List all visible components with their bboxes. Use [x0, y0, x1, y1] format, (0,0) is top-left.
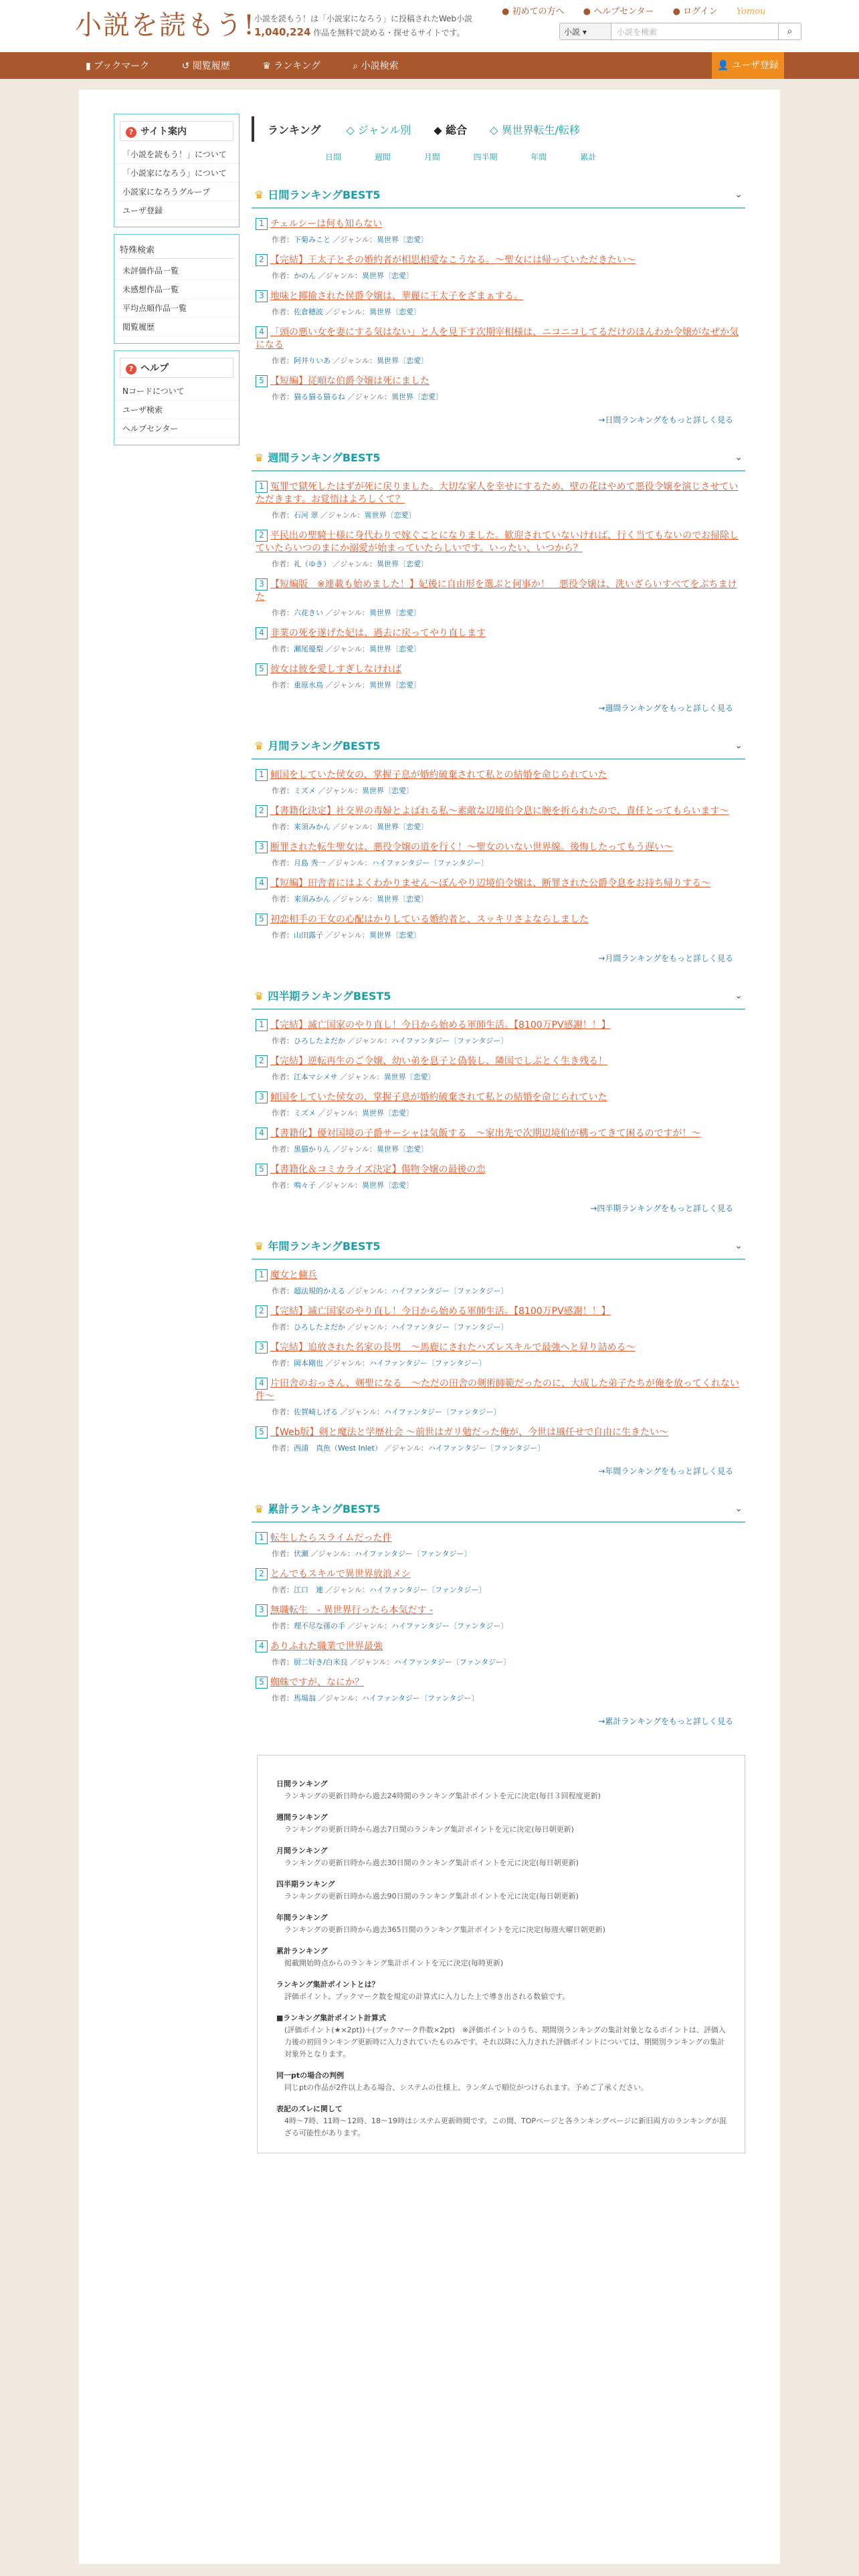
yomou-link[interactable]: Yomou	[736, 7, 766, 17]
rank-number: 1	[256, 1019, 268, 1031]
novel-meta: 作者：佐倉穂波 ／ジャンル：異世界〔恋愛〕	[272, 308, 421, 316]
genre-label[interactable]: 異世界〔恋愛〕	[364, 511, 416, 520]
author-link[interactable]: 理不尽な孫の手	[294, 1622, 345, 1630]
note-heading: 週間ランキング	[276, 1813, 328, 1822]
section-header[interactable]	[252, 445, 745, 471]
login-link[interactable]: ● ログイン	[672, 7, 718, 17]
ranking-item	[252, 627, 745, 654]
ranking-item	[252, 914, 745, 940]
author-link[interactable]: かのん	[294, 272, 316, 280]
author-link[interactable]: 重原水鳥	[294, 681, 323, 689]
novel-title-link[interactable]: 1 傾国をしていた侯女の、掌握子息が婚約破棄されて私との結婚を命じられていた	[256, 769, 741, 782]
chevron-down-icon[interactable]: ⌄	[735, 1503, 743, 1514]
chevron-down-icon[interactable]: ⌄	[735, 990, 743, 1001]
site-guide-title: ? サイト案内	[120, 121, 233, 141]
period-link[interactable]: 月間	[423, 152, 440, 162]
ranking-section	[252, 1234, 745, 1477]
ranking-item	[252, 1269, 745, 1296]
novel-title-link[interactable]: 1 魔女と傭兵	[256, 1269, 741, 1282]
rank-number: 2	[256, 530, 268, 542]
genre-label[interactable]: 異世界〔恋愛〕	[369, 681, 421, 689]
author-link[interactable]: ミズメ	[294, 786, 316, 795]
novel-meta: 作者：来須みかん ／ジャンル：異世界〔恋愛〕	[272, 895, 429, 903]
author-link[interactable]: 江口 連	[294, 1586, 323, 1594]
period-link[interactable]: 週間	[374, 152, 391, 162]
note-heading: ランキング集計ポイントとは？	[276, 1980, 379, 1989]
ranking-section	[252, 984, 745, 1214]
more-ranking-link[interactable]: →日間ランキングをもっと詳しく見る	[598, 415, 733, 425]
ranking-section	[252, 1497, 745, 1727]
genre-label[interactable]: ハイファンタジー〔ファンタジー〕	[393, 1658, 511, 1667]
content-shell	[79, 90, 780, 2564]
rank-number: 2	[256, 805, 268, 817]
rank-number: 1	[256, 769, 268, 781]
author-link[interactable]: 来須みかん	[294, 895, 330, 903]
author-link[interactable]: ひろしたよだか	[294, 1323, 345, 1331]
author-link[interactable]: 岡本剛也	[294, 1359, 323, 1368]
ranking-item	[252, 663, 745, 690]
chevron-down-icon[interactable]: ⌄	[735, 189, 743, 200]
novel-title-link[interactable]: 1 冤罪で獄死したはずが死に戻りました。大切な家人を幸せにするため、壁の花はやめて悪役令嬢を演じさせていただきます。お覚悟はよろしくて？	[256, 481, 739, 505]
ranking-item	[252, 1128, 745, 1154]
crown-icon: ♛	[254, 1503, 264, 1515]
ranking-item	[252, 481, 745, 520]
sidebar-link[interactable]: ユーザ検索	[114, 401, 239, 419]
novel-title-link[interactable]: 1 【完結】滅亡国家のやり直し！今日から始める軍師生活。【8100万PV感謝！！】	[256, 1019, 741, 1032]
novel-meta: 作者：ひろしたよだか ／ジャンル：ハイファンタジー〔ファンタジー〕	[272, 1037, 508, 1045]
novel-title-link[interactable]: 4 【短編】田舎者にはよくわかりません〜ぼんやり辺境伯令嬢は、断罪された公爵令息をお持ち帰りする〜	[256, 877, 741, 890]
genre-label[interactable]: 異世界〔恋愛〕	[377, 823, 429, 831]
rank-number: 4	[256, 627, 268, 639]
chevron-down-icon[interactable]: ⌄	[735, 740, 743, 751]
more-ranking-link[interactable]: →月間ランキングをもっと詳しく見る	[598, 954, 733, 963]
note-body: (評価ポイント(★×2pt))＋(ブックマーク件数×2pt) ※評価ポイントのうち、期間別ランキングの集計対象となるポイントは、評価入力後の初回ランキング更新時に入力されていたものみです。それ以降に入力された評価ポイントについては、期間別ランキングの集計対象外となります。	[284, 2026, 726, 2058]
intro-line: 小説を読もう！は「小説家になろう」に投稿されたWeb小説	[254, 14, 473, 23]
search-input[interactable]: 小説を検索	[611, 23, 779, 40]
author-link[interactable]: 六花きい	[294, 609, 323, 617]
novel-title-link[interactable]: 1 転生したらスライムだった件	[256, 1532, 741, 1545]
section-header[interactable]	[252, 984, 745, 1010]
novel-title-link[interactable]: 5 【Web版】剣と魔法と学歴社会 〜前世はガリ勉だった俺が、今世は風任せで自由に生きたい〜	[256, 1426, 741, 1439]
rank-number: 4	[256, 1128, 268, 1140]
novel-title-link[interactable]: 2 【完結】滅亡国家のやり直し！今日から始める軍師生活。【8100万PV感謝！！】	[256, 1305, 741, 1318]
rank-number: 5	[256, 663, 268, 675]
help-icon: ?	[126, 127, 136, 138]
note-body: 同じptの作品が2件以上ある場合、システムの仕様上、ランダムで順位がつけられます。予めご了承ください。	[284, 2083, 648, 2092]
sidebar-link[interactable]: 平均点順作品一覧	[114, 299, 239, 318]
ranking-notes	[257, 1755, 745, 2153]
note-body: 掲載開始時点からのランキング集計ポイントを元に決定(毎時更新)	[284, 1959, 504, 1967]
genre-label[interactable]: 異世界〔恋愛〕	[369, 308, 421, 316]
novel-meta: 作者：礼（ゆき） ／ジャンル：異世界〔恋愛〕	[272, 560, 429, 568]
ranking-title-bar	[252, 116, 745, 142]
novel-title-link[interactable]: 3 地味と揶揄された侯爵令嬢は、華麗に王太子をざまぁする。	[256, 290, 741, 303]
rank-number: 3	[256, 1604, 268, 1616]
author-link[interactable]: 礼（ゆき）	[294, 560, 330, 568]
author-link[interactable]: 江本マシメサ	[294, 1073, 338, 1081]
crown-icon: ♛	[254, 740, 264, 752]
novel-title-link[interactable]: 2 とんでもスキルで異世界放浪メシ	[256, 1568, 741, 1581]
novel-meta: 作者：重原水鳥 ／ジャンル：異世界〔恋愛〕	[272, 681, 421, 689]
author-link[interactable]: 厨二好き/白米良	[294, 1658, 348, 1667]
note-body: ランキングの更新日時から過去365日間のランキング集計ポイントを元に決定(毎週火曜日朝更新)	[284, 1925, 605, 1934]
note-heading: 年間ランキング	[276, 1913, 328, 1922]
ranking-section	[252, 734, 745, 964]
ranking-sections	[252, 183, 745, 1727]
sidebar-link[interactable]: ユーザ登録	[114, 201, 239, 220]
novel-title-link[interactable]: 4 【書籍化】優対国境の子爵サーシャは気飯する 〜家出先で次期辺境伯が構ってきて困るのですが！〜	[256, 1128, 741, 1140]
novel-title-link[interactable]: 3 【短編版 ※連載も始めました！】妃後に自由形を選ぶと何事か！ 悪役令嬢は、洗いざらいすべてをぶちまけた	[256, 579, 737, 603]
ranking-item	[252, 290, 745, 317]
rank-number: 3	[256, 578, 268, 591]
section-title: 四半期ランキングBEST5	[268, 990, 391, 1002]
novel-meta: 作者：伏瀬 ／ジャンル：ハイファンタジー〔ファンタジー〕	[272, 1549, 472, 1558]
section-header[interactable]	[252, 1234, 745, 1260]
author-link[interactable]: 超法規的かえる	[294, 1287, 345, 1295]
sidebar-link[interactable]: 小説家になろうグループ	[114, 183, 239, 201]
novel-meta: 作者：六花きい ／ジャンル：異世界〔恋愛〕	[272, 609, 421, 617]
ranking-item	[252, 1378, 745, 1417]
nav-bookmark[interactable]: ▮ ブックマーク	[86, 61, 150, 72]
author-link[interactable]: 馬場翁	[294, 1694, 316, 1703]
site-intro	[254, 12, 472, 39]
genre-label[interactable]: ハイファンタジー〔ファンタジー〕	[391, 1622, 508, 1630]
special-search-box	[114, 234, 240, 344]
note-body: ランキングの更新日時から過去30日間のランキング集計ポイントを元に決定(毎日朝更新)	[284, 1858, 579, 1867]
novel-meta: 作者：瀬尾優梨 ／ジャンル：異世界〔恋愛〕	[272, 645, 421, 653]
rank-number: 3	[256, 1341, 268, 1354]
genre-label[interactable]: 異世界〔恋愛〕	[362, 1181, 414, 1190]
ranking-item	[252, 1164, 745, 1190]
rank-number: 3	[256, 1091, 268, 1103]
novel-title-link[interactable]: 2 【書籍化決定】社交界の毒婦とよばれる私〜素敵な辺境伯令息に腕を折られたので、責任とってもらいます〜	[256, 805, 741, 818]
note-heading: 累計ランキング	[276, 1947, 328, 1955]
search-type-select[interactable]: 小説 ▾	[559, 23, 611, 40]
novel-meta: 作者：ミズメ ／ジャンル：異世界〔恋愛〕	[272, 786, 414, 795]
genre-label[interactable]: 異世界〔恋愛〕	[369, 609, 421, 617]
note-body: 評価ポイント、ブックマーク数を規定の計算式に入力した上で導き出される数値です。	[284, 1992, 570, 2001]
help-box	[114, 350, 240, 445]
ranking-item	[252, 1091, 745, 1118]
novel-meta: 作者：山田露子 ／ジャンル：異世界〔恋愛〕	[272, 931, 421, 940]
ranking-item	[252, 1341, 745, 1368]
note-heading: 同一ptの場合の判例	[276, 2071, 345, 2080]
author-link[interactable]: 鳴々子	[294, 1181, 316, 1190]
genre-label[interactable]: 異世界〔恋愛〕	[362, 1109, 414, 1117]
genre-label[interactable]: 異世界〔恋愛〕	[377, 235, 429, 244]
novel-meta: 作者：猫る猫る猫るね ／ジャンル：異世界〔恋愛〕	[272, 393, 444, 401]
crown-icon: ♛	[254, 1240, 264, 1253]
novel-title-link[interactable]: 2 【完結】逆転再生のご令嬢、幼い弟を息子と偽装し、隣国でしぶとく生き残る！	[256, 1055, 741, 1068]
novel-meta: 作者：理不尽な孫の手 ／ジャンル：ハイファンタジー〔ファンタジー〕	[272, 1622, 508, 1630]
ranking-item	[252, 1305, 745, 1332]
rank-number: 3	[256, 290, 268, 302]
genre-label[interactable]: ハイファンタジー〔ファンタジー〕	[362, 1694, 479, 1703]
rank-number: 3	[256, 841, 268, 853]
note-body: ランキングの更新日時から過去7日間のランキング集計ポイントを元に決定(毎日朝更新)	[284, 1825, 574, 1834]
rank-number: 1	[256, 1532, 268, 1544]
novel-meta: 作者：西浦 真魚（West Inlet） ／ジャンル：ハイファンタジー〔ファンタジー〕	[272, 1444, 545, 1453]
sidebar-link[interactable]: Nコードについて	[114, 382, 239, 401]
note-heading: 日間ランキング	[276, 1780, 328, 1788]
nav-search[interactable]: ⌕ 小説検索	[353, 61, 399, 72]
novel-meta: 作者：石河 翠 ／ジャンル：異世界〔恋愛〕	[272, 511, 416, 520]
genre-label[interactable]: 異世界〔恋愛〕	[369, 931, 421, 940]
novel-meta: 作者：佐賀崎しげる ／ジャンル：ハイファンタジー〔ファンタジー〕	[272, 1408, 501, 1416]
novel-meta: 作者：ミズメ ／ジャンル：異世界〔恋愛〕	[272, 1109, 414, 1117]
sidebar-link[interactable]: 閲覧履歴	[114, 318, 239, 336]
tab-genre[interactable]: ◇ ジャンル別	[346, 123, 411, 136]
more-ranking-link[interactable]: →四半期ランキングをもっと詳しく見る	[590, 1204, 733, 1213]
section-title: 日間ランキングBEST5	[268, 189, 381, 201]
novel-meta: 作者：ひろしたよだか ／ジャンル：ハイファンタジー〔ファンタジー〕	[272, 1323, 508, 1331]
help-title: ? ヘルプ	[120, 358, 233, 378]
section-header[interactable]	[252, 734, 745, 760]
novel-title-link[interactable]: 4 ありふれた職業で世界最強	[256, 1640, 741, 1653]
note-body: ランキングの更新日時から過去24時間のランキング集計ポイントを元に決定(毎日３回程度更新)	[284, 1792, 601, 1800]
genre-label[interactable]: 異世界〔恋愛〕	[377, 1145, 429, 1154]
rank-number: 2	[256, 254, 268, 266]
header-links	[502, 4, 773, 17]
section-title: 月間ランキングBEST5	[268, 740, 381, 752]
ranking-item	[252, 877, 745, 904]
chevron-down-icon[interactable]: ⌄	[735, 1240, 743, 1251]
more-ranking-link[interactable]: →年間ランキングをもっと詳しく見る	[598, 1467, 733, 1476]
rank-number: 4	[256, 326, 268, 338]
novel-meta: 作者：超法規的かえる ／ジャンル：ハイファンタジー〔ファンタジー〕	[272, 1287, 508, 1295]
search-bar	[559, 23, 801, 40]
sidebar-link[interactable]: 未感想作品一覧	[114, 280, 239, 299]
author-link[interactable]: 瀬尾優梨	[294, 645, 323, 653]
site-header	[0, 0, 859, 52]
rank-number: 5	[256, 1426, 268, 1438]
genre-label[interactable]: 異世界〔恋愛〕	[383, 1073, 436, 1081]
period-link[interactable]: 年間	[531, 152, 547, 162]
note-body: 4時〜7時、11時〜12時、18〜19時はシステム更新時間です。この間、TOPページと各ランキングページに新旧両方のランキングが混ざる可能性があります。	[284, 2117, 727, 2137]
period-link[interactable]: 累計	[580, 152, 597, 162]
crown-icon: ♛	[254, 451, 264, 464]
user-register-button[interactable]: 👤 ユーザ登録	[712, 52, 784, 79]
novel-title-link[interactable]: 3 無職転生 - 異世界行ったら本気だす -	[256, 1604, 741, 1617]
rank-number: 1	[256, 218, 268, 230]
genre-label[interactable]: 異世界〔恋愛〕	[377, 560, 429, 568]
rank-number: 4	[256, 1378, 268, 1390]
ranking-item	[252, 578, 745, 618]
work-count-suffix: 作品を無料で読める・探せるサイトです。	[313, 28, 465, 37]
genre-label[interactable]: ハイファンタジー〔ファンタジー〕	[369, 1586, 486, 1594]
novel-title-link[interactable]: 4 片田舎のおっさん、剣聖になる 〜ただの田舎の剣術師範だったのに、大成した弟子たちが俺を放ってくれない件〜	[256, 1378, 739, 1402]
novel-title-link[interactable]: 3 【完結】追放された名家の長男 〜馬鹿にされたハズレスキルで最強へと昇り詰める〜	[256, 1341, 741, 1354]
author-link[interactable]: 黒猫かりん	[294, 1145, 330, 1154]
novel-meta: 作者：月島 秀一 ／ジャンル：ハイファンタジー〔ファンタジー〕	[272, 859, 488, 867]
ranking-item	[252, 1532, 745, 1559]
novel-title-link[interactable]: 5 【書籍化＆コミカライズ決定】傷物令嬢の最後の恋	[256, 1164, 741, 1176]
nav-ranking[interactable]: ♛ ランキング	[262, 61, 320, 72]
section-title: 週間ランキングBEST5	[268, 451, 381, 464]
genre-label[interactable]: ハイファンタジー〔ファンタジー〕	[371, 859, 488, 867]
genre-label[interactable]: ハイファンタジー〔ファンタジー〕	[391, 1287, 508, 1295]
help-icon: ?	[126, 364, 136, 374]
ranking-item	[252, 218, 745, 245]
novel-title-link[interactable]: 4 「頭の悪い女を妻にする気はない」と人を見下す次期宰相様は、ニコニコしてるだけのほんわか令嬢がなぜか気になる	[256, 327, 739, 350]
ranking-item	[252, 805, 745, 832]
genre-label[interactable]: ハイファンタジー〔ファンタジー〕	[391, 1323, 508, 1331]
ranking-item	[252, 1640, 745, 1667]
rank-number: 4	[256, 1640, 268, 1652]
ranking-item	[252, 1568, 745, 1595]
ranking-item	[252, 841, 745, 868]
ranking-item	[252, 254, 745, 281]
novel-title-link[interactable]: 3 傾国をしていた侯女の、掌握子息が婚約破棄されて私との結婚を命じられていた	[256, 1091, 741, 1104]
special-search-title: 特殊検索	[120, 240, 233, 259]
novel-meta: 作者：黒猫かりん ／ジャンル：異世界〔恋愛〕	[272, 1145, 429, 1154]
novel-meta: 作者：かのん ／ジャンル：異世界〔恋愛〕	[272, 272, 414, 280]
rank-number: 1	[256, 1269, 268, 1281]
genre-label[interactable]: 異世界〔恋愛〕	[362, 272, 414, 280]
author-link[interactable]: ひろしたよだか	[294, 1037, 345, 1045]
novel-meta: 作者：江口 連 ／ジャンル：ハイファンタジー〔ファンタジー〕	[272, 1586, 486, 1594]
more-ranking-link[interactable]: →累計ランキングをもっと詳しく見る	[598, 1717, 733, 1726]
ranking-item	[252, 326, 745, 366]
tab-isekai[interactable]: ◇ 異世界転生/転移	[490, 123, 580, 136]
sidebar-link[interactable]: 未評価作品一覧	[114, 261, 239, 280]
page-title: ランキング	[268, 123, 321, 136]
crown-icon: ♛	[254, 990, 264, 1002]
genre-label[interactable]: ハイファンタジー〔ファンタジー〕	[369, 1359, 486, 1368]
novel-meta: 作者：阿井りいあ ／ジャンル：異世界〔恋愛〕	[272, 356, 429, 365]
author-link[interactable]: 阿井りいあ	[294, 356, 330, 365]
genre-label[interactable]: ハイファンタジー〔ファンタジー〕	[427, 1444, 545, 1453]
main-nav	[0, 52, 859, 79]
novel-meta: 作者：江本マシメサ ／ジャンル：異世界〔恋愛〕	[272, 1073, 436, 1081]
nav-history[interactable]: ↺ 閲覧履歴	[181, 61, 230, 72]
ranking-item	[252, 375, 745, 402]
author-link[interactable]: 山田露子	[294, 931, 323, 940]
rank-number: 1	[256, 481, 268, 493]
sidebar-link[interactable]: 「小説を読もう！」について	[114, 145, 239, 164]
ranking-main	[252, 116, 745, 2153]
rank-number: 5	[256, 1677, 268, 1689]
period-link[interactable]: 四半期	[473, 152, 498, 162]
genre-label[interactable]: ハイファンタジー〔ファンタジー〕	[391, 1037, 508, 1045]
novel-title-link[interactable]: 5 初恋相手の王女の心配はかりしている婚約者と、スッキリさよならしました	[256, 914, 741, 926]
author-link[interactable]: 月島 秀一	[294, 859, 326, 867]
ranking-item	[252, 1019, 745, 1046]
site-guide-box	[114, 114, 240, 227]
sidebar-link[interactable]: 「小説家になろう」について	[114, 164, 239, 183]
note-heading: 表記のズレに関して	[276, 2105, 343, 2113]
genre-label[interactable]: 異世界〔恋愛〕	[391, 393, 444, 401]
period-links	[252, 151, 745, 163]
ranking-section	[252, 445, 745, 714]
ranking-item	[252, 1426, 745, 1453]
note-heading: 月間ランキング	[276, 1846, 328, 1855]
author-link[interactable]: 佐倉穂波	[294, 308, 323, 316]
novel-title-link[interactable]: 2 【完結】王太子とその婚約者が相思相愛なこうなる。〜聖女には帰っていただきたい〜	[256, 254, 741, 267]
rank-number: 2	[256, 1568, 268, 1580]
beginner-link[interactable]: ● 初めての方へ	[502, 7, 565, 17]
novel-meta: 作者：厨二好き/白米良 ／ジャンル：ハイファンタジー〔ファンタジー〕	[272, 1658, 511, 1667]
ranking-item	[252, 1604, 745, 1631]
sidebar-link[interactable]: ヘルプセンター	[114, 419, 239, 438]
sidebar	[114, 114, 240, 452]
genre-label[interactable]: 異世界〔恋愛〕	[377, 895, 429, 903]
ranking-item	[252, 769, 745, 796]
search-icon[interactable]: ⌕	[779, 23, 801, 40]
author-link[interactable]: 伏瀬	[294, 1549, 308, 1558]
section-title: 年間ランキングBEST5	[268, 1240, 381, 1253]
ranking-item	[252, 1677, 745, 1703]
ranking-section	[252, 183, 745, 425]
author-link[interactable]: 石河 翠	[294, 511, 318, 520]
author-link[interactable]: 下菊みこと	[294, 235, 330, 244]
novel-meta: 作者：馬場翁 ／ジャンル：ハイファンタジー〔ファンタジー〕	[272, 1694, 479, 1703]
period-link[interactable]: 日間	[325, 152, 342, 162]
rank-number: 4	[256, 877, 268, 889]
novel-meta: 作者：岡本剛也 ／ジャンル：ハイファンタジー〔ファンタジー〕	[272, 1359, 486, 1368]
note-heading: 四半期ランキング	[276, 1880, 335, 1889]
tab-overall[interactable]: ◆ 総合	[434, 123, 468, 136]
section-title: 累計ランキングBEST5	[268, 1503, 381, 1515]
novel-title-link[interactable]: 5 蜘蛛ですが、なにか？	[256, 1677, 741, 1689]
novel-title-link[interactable]: 5 【短編】従順な伯爵令嬢は死にました	[256, 375, 741, 388]
crown-icon: ♛	[254, 189, 264, 201]
chevron-down-icon[interactable]: ⌄	[735, 451, 743, 463]
note-body: ランキングの更新日時から過去90日間のランキング集計ポイントを元に決定(毎日朝更新)	[284, 1892, 579, 1901]
genre-label[interactable]: ハイファンタジー〔ファンタジー〕	[384, 1408, 501, 1416]
genre-label[interactable]: ハイファンタジー〔ファンタジー〕	[355, 1549, 472, 1558]
novel-meta: 作者：鳴々子 ／ジャンル：異世界〔恋愛〕	[272, 1181, 414, 1190]
novel-title-link[interactable]: 5 彼女は彼を愛しすぎしなければ	[256, 663, 741, 676]
section-header[interactable]	[252, 183, 745, 209]
novel-title-link[interactable]: 1 チェルシーは何も知らない	[256, 218, 741, 231]
rank-number: 2	[256, 1305, 268, 1317]
novel-title-link[interactable]: 2 平民出の聖騎士様に身代わりで嫁ぐことになりました。歓迎されていないければ、行く当てもないのでお掃除していたらいつのまにか溺愛が始まっていたらしいです。いったい、いつから？	[256, 530, 739, 554]
note-heading: ■ランキング集計ポイント計算式	[276, 2014, 387, 2022]
rank-number: 5	[256, 914, 268, 926]
more-ranking-link[interactable]: →週間ランキングをもっと詳しく見る	[598, 704, 733, 713]
rank-number: 5	[256, 1164, 268, 1176]
author-link[interactable]: 西浦 真魚（West Inlet）	[294, 1444, 382, 1453]
novel-title-link[interactable]: 3 断罪された転生聖女は、悪役令嬢の道を行く！〜聖女のいない世界線。後悔したってもう遅い〜	[256, 841, 741, 854]
novel-title-link[interactable]: 4 非業の死を遂げた妃は、過去に戻ってやり直します	[256, 627, 741, 640]
author-link[interactable]: 来須みかん	[294, 823, 330, 831]
novel-meta: 作者：来須みかん ／ジャンル：異世界〔恋愛〕	[272, 823, 429, 831]
author-link[interactable]: 佐賀崎しげる	[294, 1408, 338, 1416]
author-link[interactable]: ミズメ	[294, 1109, 316, 1117]
help-center-link[interactable]: ● ヘルプセンター	[583, 7, 654, 17]
author-link[interactable]: 猫る猫る猫るね	[294, 393, 345, 401]
site-logo[interactable]: 小説を読もう!	[75, 10, 256, 41]
work-count: 1,040,224	[254, 26, 311, 38]
section-header[interactable]	[252, 1497, 745, 1523]
rank-number: 2	[256, 1055, 268, 1067]
genre-label[interactable]: 異世界〔恋愛〕	[377, 356, 429, 365]
rank-number: 5	[256, 375, 268, 387]
ranking-item	[252, 530, 745, 569]
novel-meta: 作者：下菊みこと ／ジャンル：異世界〔恋愛〕	[272, 235, 429, 244]
ranking-item	[252, 1055, 745, 1082]
genre-label[interactable]: 異世界〔恋愛〕	[362, 786, 414, 795]
genre-label[interactable]: 異世界〔恋愛〕	[369, 645, 421, 653]
